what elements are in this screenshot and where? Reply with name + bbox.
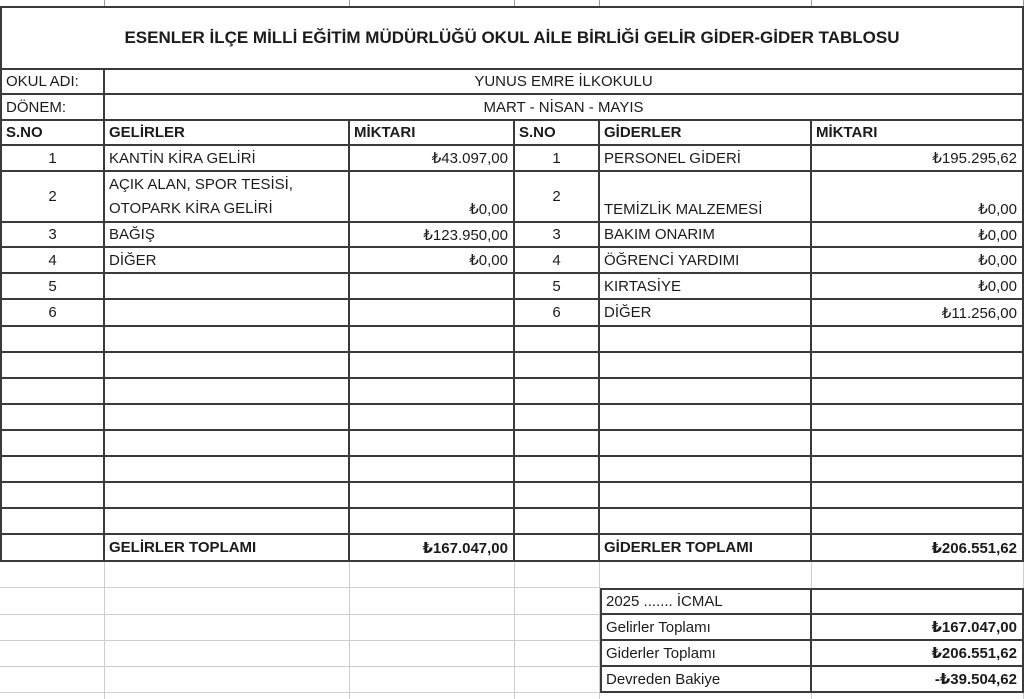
gridline-cell: [105, 641, 350, 667]
empty-cell: [350, 353, 515, 377]
gridline-cell: [350, 588, 515, 615]
expense-name-cell: BAKIM ONARIM: [600, 223, 812, 246]
empty-cell: [0, 457, 105, 481]
gridline-cell: [105, 615, 350, 641]
empty-cell: [105, 353, 350, 377]
header-sno-right: S.NO: [515, 121, 600, 144]
expense-no-cell: 6: [515, 300, 600, 325]
empty-cell: [0, 483, 105, 507]
gridline-cell: [600, 693, 812, 699]
expense-amount-cell: ₺0,00: [812, 223, 1024, 246]
expense-name-cell: PERSONEL GİDERİ: [600, 146, 812, 170]
expenses-total-label: GİDERLER TOPLAMI: [600, 535, 812, 560]
expense-no-cell: 5: [515, 274, 600, 298]
empty-cell: [600, 353, 812, 377]
expense-no-cell: 4: [515, 248, 600, 272]
income-amount-cell: ₺43.097,00: [350, 146, 515, 170]
empty-cell: [105, 431, 350, 455]
expense-amount-cell: ₺195.295,62: [812, 146, 1024, 170]
empty-rows: [0, 327, 1024, 535]
empty-cell: [600, 405, 812, 429]
gridline-cell: [0, 667, 105, 693]
empty-cell: [515, 431, 600, 455]
school-label: OKUL ADI:: [0, 70, 105, 93]
empty-cell: [812, 379, 1024, 403]
income-no-cell: 3: [0, 223, 105, 246]
summary-header: 2025 ....... İCMAL: [600, 588, 812, 615]
empty-cell: [812, 405, 1024, 429]
empty-cell: [0, 535, 105, 560]
expense-no-cell: 2: [515, 172, 600, 221]
empty-cell: [600, 379, 812, 403]
header-amount-right: MİKTARI: [812, 121, 1024, 144]
header-sno-left: S.NO: [0, 121, 105, 144]
income-no-cell: 1: [0, 146, 105, 170]
summary-label: Giderler Toplamı: [600, 641, 812, 667]
summary-amount: ₺167.047,00: [812, 615, 1024, 641]
totals-row: [0, 535, 1024, 562]
summary-row: [0, 641, 1024, 667]
table-row: [0, 274, 1024, 300]
empty-cell: [350, 327, 515, 351]
header-expenses: GİDERLER: [600, 121, 812, 144]
income-name-line2: OTOPARK KİRA GELİRİ: [109, 199, 273, 217]
expenses-total-amount: ₺206.551,62: [812, 535, 1024, 560]
gridline-cell: [515, 562, 600, 588]
empty-cell: [350, 457, 515, 481]
empty-cell: [0, 405, 105, 429]
empty-cell: [600, 457, 812, 481]
gridline-cell: [105, 693, 350, 699]
empty-cell: [515, 483, 600, 507]
empty-cell: [105, 509, 350, 533]
summary-row: [0, 615, 1024, 641]
empty-cell: [0, 379, 105, 403]
incomes-total-label: GELİRLER TOPLAMI: [105, 535, 350, 560]
expense-name-cell: DİĞER: [600, 300, 812, 325]
empty-cell: [515, 535, 600, 560]
gridline-cell: [350, 641, 515, 667]
empty-cell: [600, 431, 812, 455]
gridline-cell: [0, 641, 105, 667]
empty-cell: [105, 379, 350, 403]
empty-cell: [515, 379, 600, 403]
income-name-cell: [105, 274, 350, 298]
expense-name-cell: ÖĞRENCİ YARDIMI: [600, 248, 812, 272]
empty-cell: [812, 457, 1024, 481]
gridline-cell: [515, 615, 600, 641]
table-row-empty: [0, 457, 1024, 483]
table-row: [0, 172, 1024, 223]
empty-cell: [515, 457, 600, 481]
income-no-cell: 2: [0, 172, 105, 221]
income-name-cell: BAĞIŞ: [105, 223, 350, 246]
gridline-cell: [350, 693, 515, 699]
empty-cell: [350, 509, 515, 533]
empty-cell: [350, 483, 515, 507]
table-row-empty: [0, 353, 1024, 379]
income-name-cell: [105, 172, 350, 221]
empty-cell: [350, 431, 515, 455]
table-row-empty: [0, 327, 1024, 353]
gridline-cell: [350, 562, 515, 588]
empty-cell: [812, 431, 1024, 455]
empty-cell: [812, 327, 1024, 351]
summary-row: [0, 667, 1024, 693]
empty-cell: [105, 405, 350, 429]
income-name-line1: AÇIK ALAN, SPOR TESİSİ,: [109, 175, 293, 193]
expense-no-cell: 3: [515, 223, 600, 246]
summary-amount: ₺206.551,62: [812, 641, 1024, 667]
table-row: [0, 300, 1024, 327]
gap-row: [0, 562, 1024, 588]
gridline-cell: [515, 667, 600, 693]
income-no-cell: 6: [0, 300, 105, 325]
empty-cell: [812, 353, 1024, 377]
income-name-cell: KANTİN KİRA GELİRİ: [105, 146, 350, 170]
expense-amount-cell: ₺0,00: [812, 172, 1024, 221]
gridline-cell: [515, 641, 600, 667]
gridline-cell: [515, 693, 600, 699]
empty-cell: [515, 405, 600, 429]
empty-cell: [105, 457, 350, 481]
empty-cell: [0, 431, 105, 455]
gridline-cell: [350, 615, 515, 641]
gridline-cell: [0, 562, 105, 588]
income-amount-cell: ₺123.950,00: [350, 223, 515, 246]
expense-amount-cell: ₺0,00: [812, 248, 1024, 272]
income-no-cell: 5: [0, 274, 105, 298]
empty-cell: [0, 353, 105, 377]
gridline-cell: [105, 667, 350, 693]
school-row: [0, 70, 1024, 95]
gridline-cell: [600, 562, 812, 588]
empty-cell: [515, 353, 600, 377]
gridline-cell: [0, 615, 105, 641]
table-row: [0, 248, 1024, 274]
summary-amount: -₺39.504,62: [812, 667, 1024, 693]
summary-label: Devreden Bakiye: [600, 667, 812, 693]
empty-cell: [812, 483, 1024, 507]
header-incomes: GELİRLER: [105, 121, 350, 144]
table-row-empty: [0, 483, 1024, 509]
gridline-cell: [0, 588, 105, 615]
table-row: [0, 146, 1024, 172]
expense-amount-cell: ₺11.256,00: [812, 300, 1024, 325]
empty-cell: [600, 327, 812, 351]
expense-amount-cell: ₺0,00: [812, 274, 1024, 298]
period-value: MART - NİSAN - MAYIS: [105, 95, 1024, 119]
table-row-empty: [0, 509, 1024, 535]
expense-no-cell: 1: [515, 146, 600, 170]
empty-cell: [105, 483, 350, 507]
gridline-cell: [350, 667, 515, 693]
gridline-cell: [812, 562, 1024, 588]
summary-header-empty-cell: [812, 588, 1024, 615]
income-amount-cell: [350, 274, 515, 298]
empty-cell: [0, 509, 105, 533]
income-name-cell: DİĞER: [105, 248, 350, 272]
bottom-gridline-strip: [0, 693, 1024, 699]
expense-name-cell: KIRTASİYE: [600, 274, 812, 298]
empty-cell: [515, 509, 600, 533]
expense-name-cell: TEMİZLİK MALZEMESİ: [600, 172, 812, 221]
empty-cell: [515, 327, 600, 351]
table-row-empty: [0, 431, 1024, 457]
page-title: ESENLER İLÇE MİLLİ EĞİTİM MÜDÜRLÜĞÜ OKUL AİLE BİRLİĞİ GELİR GİDER-GİDER TABLOSU: [0, 8, 1024, 68]
income-no-cell: 4: [0, 248, 105, 272]
table-header-row: [0, 121, 1024, 146]
gridline-cell: [105, 562, 350, 588]
table-row: [0, 223, 1024, 248]
empty-cell: [350, 405, 515, 429]
summary-label: Gelirler Toplamı: [600, 615, 812, 641]
gridline-cell: [515, 588, 600, 615]
empty-cell: [350, 379, 515, 403]
header-amount-left: MİKTARI: [350, 121, 515, 144]
empty-cell: [600, 483, 812, 507]
school-name-value: YUNUS EMRE İLKOKULU: [105, 70, 1024, 93]
empty-cell: [105, 327, 350, 351]
income-amount-cell: [350, 300, 515, 325]
income-amount-cell: ₺0,00: [350, 248, 515, 272]
incomes-total-amount: ₺167.047,00: [350, 535, 515, 560]
empty-cell: [0, 327, 105, 351]
gridline-cell: [105, 588, 350, 615]
gridline-cell: [0, 693, 105, 699]
summary-header-row: [0, 588, 1024, 615]
period-row: [0, 95, 1024, 121]
income-name-cell: [105, 300, 350, 325]
table-row-empty: [0, 405, 1024, 431]
table-row-empty: [0, 379, 1024, 405]
title-row: [0, 6, 1024, 70]
period-label: DÖNEM:: [0, 95, 105, 119]
empty-cell: [812, 509, 1024, 533]
income-amount-cell: ₺0,00: [350, 172, 515, 221]
empty-cell: [600, 509, 812, 533]
gridline-cell: [812, 693, 1024, 699]
